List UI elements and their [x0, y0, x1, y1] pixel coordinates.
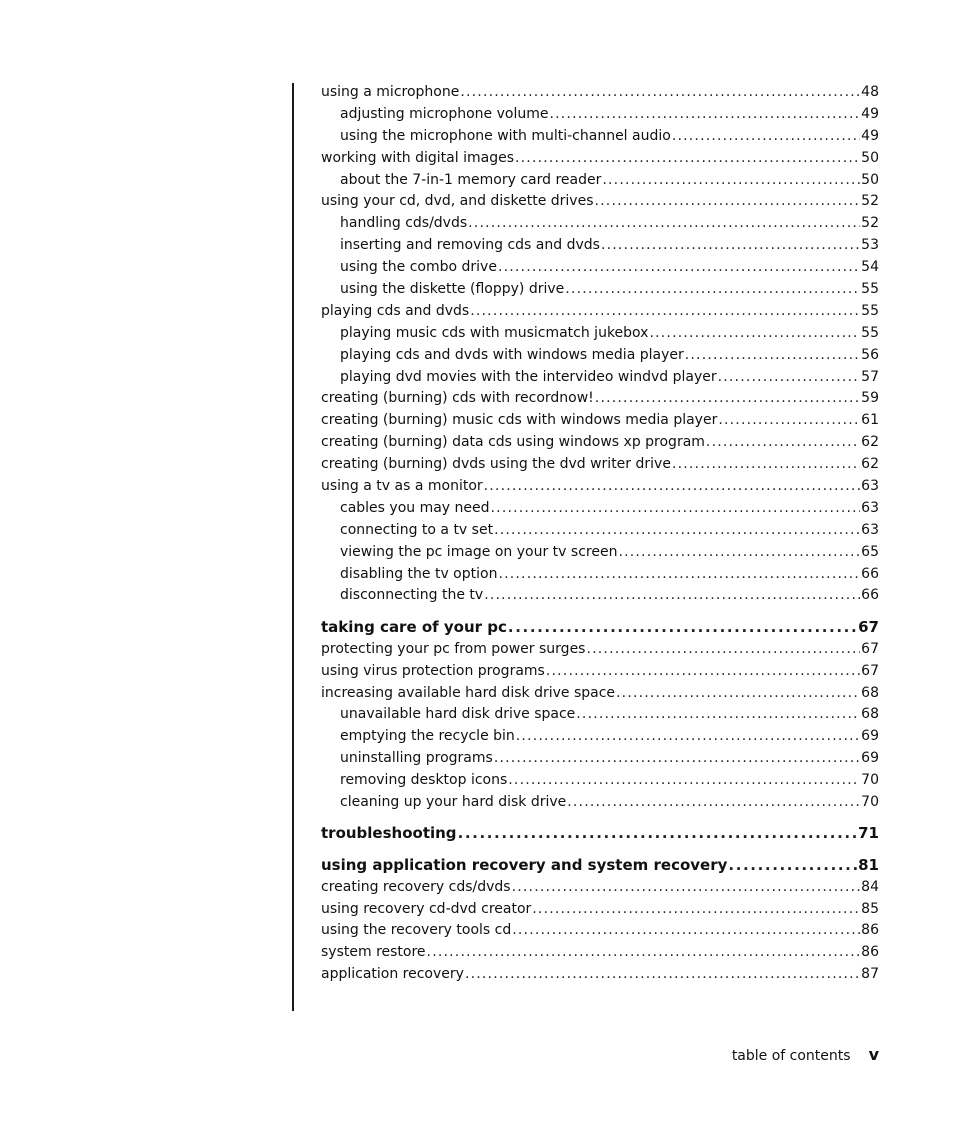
toc-entry[interactable]	[321, 432, 879, 454]
toc-entry-title: using your cd, dvd, and diskette drives	[321, 193, 594, 210]
toc-entry-page: 63	[861, 499, 879, 516]
toc-entry[interactable]	[321, 476, 879, 498]
toc-entry-title: taking care of your pc	[321, 617, 507, 636]
dot-leader	[512, 920, 860, 942]
toc-entry[interactable]	[321, 345, 879, 367]
toc-entry-title: about the 7-in-1 memory card reader	[340, 171, 602, 188]
toc-entry-page: 56	[861, 346, 879, 363]
toc-entry-title: handling cds/dvds	[340, 215, 468, 232]
table-of-contents	[321, 82, 879, 986]
toc-entry-title: removing desktop icons	[340, 772, 508, 789]
toc-entry[interactable]	[321, 235, 879, 257]
toc-entry-title: creating (burning) cds with recordnow!	[321, 390, 594, 407]
toc-entry-page: 53	[861, 237, 879, 254]
dot-leader	[576, 704, 860, 726]
dot-leader	[616, 683, 860, 705]
toc-entry-title: adjusting microphone volume	[340, 105, 549, 122]
dot-leader	[516, 726, 860, 748]
dot-leader	[498, 257, 860, 279]
toc-entry[interactable]	[321, 542, 879, 564]
dot-leader	[546, 661, 860, 683]
toc-entry-title: emptying the recycle bin	[340, 728, 515, 745]
dot-leader	[618, 542, 860, 564]
toc-entry-page: 55	[861, 281, 879, 298]
toc-entry[interactable]	[321, 301, 879, 323]
dot-leader	[595, 388, 860, 410]
toc-entry[interactable]	[321, 367, 879, 389]
toc-entry-page: 54	[861, 259, 879, 276]
page-footer	[732, 1045, 879, 1064]
toc-entry-title: working with digital images	[321, 149, 514, 166]
dot-leader	[718, 367, 861, 389]
toc-entry-title: using the microphone with multi-channel audio	[340, 127, 671, 144]
toc-entry-page: 67	[861, 640, 879, 657]
toc-entry-title: playing cds and dvds	[321, 302, 470, 319]
toc-entry-page: 70	[861, 772, 879, 789]
dot-leader	[468, 213, 860, 235]
dot-leader	[427, 942, 861, 964]
toc-entry[interactable]	[321, 564, 879, 586]
toc-entry[interactable]	[321, 792, 879, 814]
dot-leader	[508, 770, 860, 792]
dot-leader	[484, 476, 861, 498]
toc-entry-title: cleaning up your hard disk drive	[340, 794, 567, 810]
toc-entry-title: using recovery cd-dvd creator	[321, 900, 532, 917]
toc-entry-page: 70	[861, 794, 879, 810]
dot-leader	[460, 82, 860, 104]
toc-entry-page: 50	[861, 149, 879, 166]
toc-entry-page: 85	[861, 900, 879, 917]
toc-entry[interactable]	[321, 170, 879, 192]
toc-entry-title: using the recovery tools cd	[321, 922, 512, 939]
dot-leader	[706, 432, 860, 454]
margin-rule	[292, 83, 294, 1011]
toc-entry[interactable]	[321, 454, 879, 476]
dot-leader	[685, 345, 860, 367]
dot-leader	[672, 454, 860, 476]
toc-entry-page: 68	[861, 684, 879, 701]
toc-entry[interactable]	[321, 257, 879, 279]
dot-leader	[549, 104, 860, 126]
dot-leader	[494, 520, 860, 542]
dot-leader	[565, 279, 860, 301]
toc-entry-title: creating (burning) data cds using windows xp program	[321, 434, 705, 451]
toc-entry-page: 55	[861, 302, 879, 319]
toc-entry[interactable]	[321, 899, 879, 921]
toc-entry[interactable]	[321, 661, 879, 683]
dot-leader	[515, 148, 860, 170]
toc-entry-title: using the combo drive	[340, 259, 497, 276]
toc-entry-page: 69	[861, 750, 879, 767]
dot-leader	[728, 855, 857, 877]
toc-entry-page: 59	[861, 390, 879, 407]
toc-entry-page: 50	[861, 171, 879, 188]
dot-leader	[567, 792, 860, 814]
toc-entry-title: connecting to a tv set	[340, 521, 494, 538]
dot-leader	[672, 126, 860, 148]
page-number: v	[868, 1045, 879, 1064]
toc-entry-title: disabling the tv option	[340, 565, 498, 582]
toc-entry[interactable]	[321, 498, 879, 520]
toc-entry[interactable]	[321, 520, 879, 542]
dot-leader	[491, 498, 861, 520]
dot-leader	[465, 964, 860, 986]
toc-entry-title: increasing available hard disk drive space	[321, 684, 616, 701]
toc-chapter-entry[interactable]	[321, 617, 879, 639]
dot-leader	[649, 323, 860, 345]
toc-entry-page: 52	[861, 193, 879, 210]
dot-leader	[601, 235, 860, 257]
toc-entry-page: 68	[861, 706, 879, 723]
dot-leader	[532, 899, 860, 921]
toc-entry-title: unavailable hard disk drive space	[340, 706, 576, 723]
toc-entry[interactable]	[321, 104, 879, 126]
toc-entry-page: 63	[861, 521, 879, 538]
toc-entry[interactable]	[321, 148, 879, 170]
toc-entry[interactable]	[321, 323, 879, 345]
toc-entry-title: using the diskette (floppy) drive	[340, 281, 565, 298]
toc-entry[interactable]	[321, 126, 879, 148]
toc-entry-page: 65	[861, 543, 879, 560]
dot-leader	[498, 564, 860, 586]
toc-entry-title: protecting your pc from power surges	[321, 640, 586, 657]
toc-entry[interactable]	[321, 585, 879, 607]
dot-leader	[494, 748, 860, 770]
toc-entry[interactable]	[321, 82, 879, 104]
toc-entry-page: 66	[861, 565, 879, 582]
dot-leader	[718, 410, 860, 432]
toc-entry[interactable]	[321, 920, 879, 942]
toc-entry[interactable]	[321, 770, 879, 792]
dot-leader	[470, 301, 860, 323]
dot-leader	[595, 191, 861, 213]
toc-entry-title: playing dvd movies with the intervideo windvd player	[340, 368, 717, 385]
toc-entry[interactable]	[321, 748, 879, 770]
toc-entry-title: application recovery	[321, 966, 464, 983]
toc-entry-page: 87	[861, 966, 879, 983]
footer-label: table of contents	[731, 1048, 851, 1064]
toc-entry[interactable]	[321, 410, 879, 432]
toc-entry-page: 84	[861, 878, 879, 895]
toc-entry-page: 62	[861, 434, 879, 451]
toc-entry-title: using a tv as a monitor	[321, 478, 483, 495]
toc-entry-title: cables you may need	[340, 499, 490, 516]
toc-entry[interactable]	[321, 964, 879, 986]
toc-entry-title: creating (burning) dvds using the dvd writer drive	[321, 456, 671, 473]
toc-entry[interactable]	[321, 942, 879, 964]
toc-entry-page: 57	[861, 368, 879, 385]
toc-entry-title: using virus protection programs	[321, 662, 545, 679]
toc-entry-page: 66	[861, 587, 879, 604]
toc-entry-title: playing music cds with musicmatch jukebox	[340, 324, 649, 341]
toc-entry[interactable]	[321, 704, 879, 726]
toc-entry-title: creating (burning) music cds with windows media player	[321, 412, 718, 429]
toc-entry-title: using a microphone	[321, 84, 460, 100]
toc-entry-page: 86	[861, 922, 879, 939]
toc-entry[interactable]	[321, 213, 879, 235]
toc-entry[interactable]	[321, 388, 879, 410]
toc-entry[interactable]	[321, 726, 879, 748]
toc-entry-page: 61	[861, 412, 879, 429]
toc-entry-page: 48	[861, 84, 879, 100]
toc-entry[interactable]	[321, 279, 879, 301]
toc-entry-page: 67	[861, 662, 879, 679]
dot-leader	[602, 170, 860, 192]
toc-entry-page: 52	[861, 215, 879, 232]
toc-chapter-entry[interactable]	[321, 823, 879, 845]
toc-entry-title: troubleshooting	[321, 824, 457, 843]
dot-leader	[458, 823, 858, 845]
toc-entry-page: 62	[861, 456, 879, 473]
toc-entry[interactable]	[321, 191, 879, 213]
toc-entry-title: creating recovery cds/dvds	[321, 878, 511, 895]
toc-entry-page: 67	[858, 617, 879, 636]
toc-entry-page: 81	[858, 855, 879, 874]
dot-leader	[484, 585, 860, 607]
toc-entry-title: playing cds and dvds with windows media player	[340, 346, 684, 363]
toc-entry-page: 86	[861, 944, 879, 961]
toc-entry-title: viewing the pc image on your tv screen	[340, 543, 618, 560]
toc-entry-page: 55	[861, 324, 879, 341]
toc-entry-page: 63	[861, 478, 879, 495]
toc-entry-title: inserting and removing cds and dvds	[340, 237, 600, 254]
toc-chapter-entry[interactable]	[321, 855, 879, 877]
toc-entry-page: 49	[861, 127, 879, 144]
toc-entry-title: system restore	[321, 944, 426, 961]
dot-leader	[508, 617, 857, 639]
toc-entry[interactable]	[321, 639, 879, 661]
toc-entry-page: 69	[861, 728, 879, 745]
toc-entry-title: uninstalling programs	[340, 750, 493, 767]
toc-entry-title: using application recovery and system recovery	[321, 855, 728, 874]
toc-entry[interactable]	[321, 683, 879, 705]
toc-entry-page: 49	[861, 105, 879, 122]
dot-leader	[512, 877, 861, 899]
toc-entry[interactable]	[321, 877, 879, 899]
dot-leader	[586, 639, 860, 661]
toc-entry-page: 71	[858, 824, 879, 843]
toc-entry-title: disconnecting the tv	[340, 587, 484, 604]
